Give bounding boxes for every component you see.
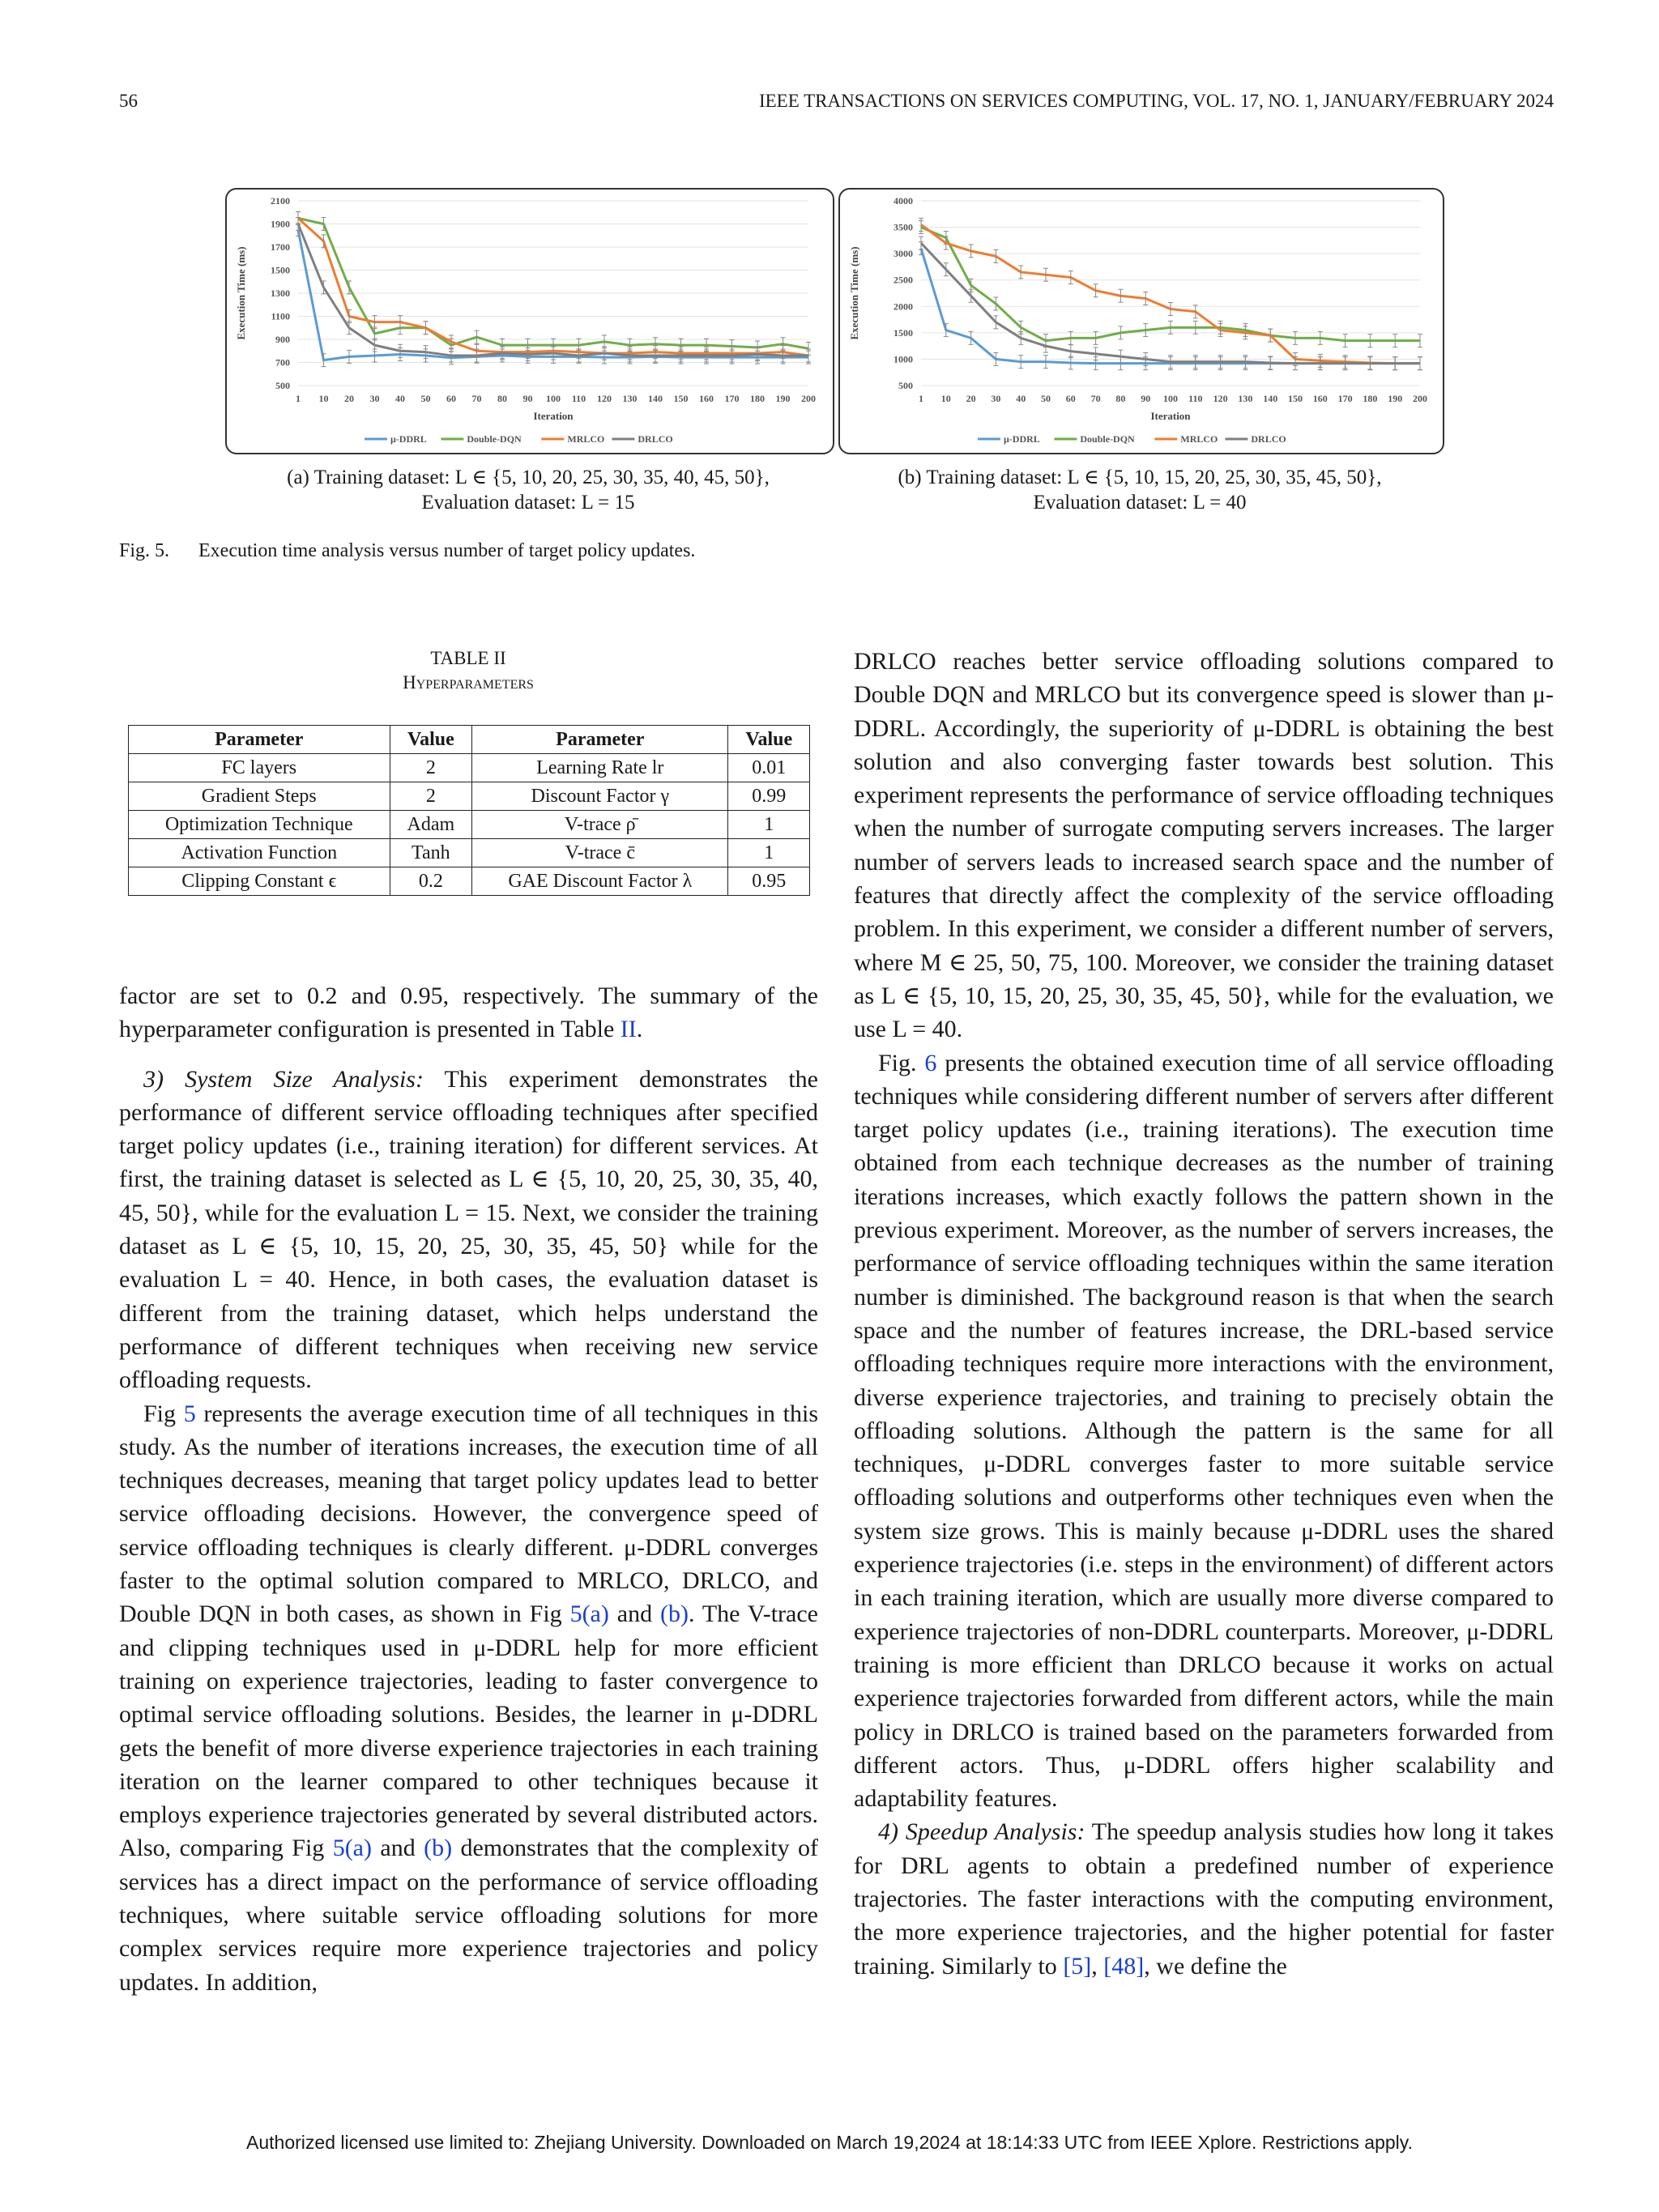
y-tick-label: 2500 [893,274,913,286]
legend-label: Double-DQN [1080,433,1135,445]
x-tick-label: 10 [940,393,951,404]
x-tick-label: 200 [1413,393,1427,404]
x-tick-label: 110 [571,393,586,404]
x-tick-label: 90 [522,393,533,404]
figure-ref-link[interactable]: 5(a) [332,1835,372,1862]
x-tick-label: 150 [673,393,689,404]
table-cell: V-trace c̄ [472,839,728,867]
table-cell: 0.01 [728,754,810,782]
figure-ref-link[interactable]: 6 [924,1049,937,1076]
x-tick-label: 1 [296,393,301,404]
table-cell: 0.2 [390,867,472,896]
subcaption-b-line2: Evaluation dataset: L = 40 [1033,492,1247,514]
x-tick-label: 200 [801,393,816,404]
journal-header: IEEE TRANSACTIONS ON SERVICES COMPUTING, VOL. 17, NO. 1, JANUARY/FEBRUARY 2024 [758,91,1554,111]
x-tick-label: 170 [724,393,740,404]
hyperparameter-table [128,725,810,896]
x-tick-label: 180 [750,393,765,404]
text-run: Fig [143,1400,184,1427]
paragraph [854,1046,1554,1816]
x-tick-label: 70 [471,393,482,404]
table-cell: Optimization Technique [129,811,390,839]
y-tick-label: 1500 [271,264,290,276]
y-tick-label: 500 [275,380,290,391]
figure-caption-text: Execution time analysis versus number of target policy updates. [198,540,696,561]
table-cell: 1 [728,811,810,839]
table-cell: Tanh [390,839,472,867]
table-cell: Discount Factor γ [472,782,728,811]
x-tick-label: 80 [1115,393,1126,404]
x-tick-label: 20 [966,393,976,404]
x-tick-label: 20 [344,393,354,404]
x-tick-label: 60 [446,393,456,404]
subcaption-a-line1: (a) Training dataset: L ∈ {5, 10, 20, 25, 30, 35, 40, 45, 50}, [287,467,770,488]
x-tick-label: 80 [497,393,507,404]
x-tick-label: 50 [420,393,431,404]
x-tick-label: 140 [648,393,663,404]
legend-label: DRLCO [1251,433,1286,445]
x-tick-label: 190 [1388,393,1403,404]
section-heading: 4) Speedup Analysis: [878,1818,1085,1846]
legend-label: μ-DDRL [1004,433,1040,445]
text-run: factor are set to 0.2 and 0.95, respectively. The summary of the hyperparameter configuration is presented in Table [119,982,818,1043]
subcaption-b-line1: (b) Training dataset: L ∈ {5, 10, 15, 20, 25, 30, 35, 45, 50}, [898,467,1382,488]
x-tick-label: 60 [1065,393,1076,404]
license-footer: Authorized licensed use limited to: Zhejiang University. Downloaded on March 19,2024 at 18:14:33 UTC from IEEE Xplore. Restrictions apply. [246,2132,1413,2153]
x-axis-label: Iteration [533,410,574,422]
y-tick-label: 1700 [271,241,290,253]
y-tick-label: 900 [275,334,290,345]
table-row [129,811,810,839]
y-tick-label: 700 [275,356,290,369]
table-header-cell: Value [390,726,472,754]
x-tick-label: 160 [1312,393,1328,404]
table-title [119,646,817,695]
table-cell: 2 [390,782,472,811]
y-tick-label: 1100 [271,310,290,322]
text-run: This experiment demonstrates the performance of different service offloading techniques after specified target policy updates (i.e., training iteration) for different services. At first, the training dataset is selected as L ∈ {5, 10, 20, 25, 30, 35, 40, 45, 50}, while for the evaluation L = 15. Next, we consider the training dataset as L ∈ {5, 10, 15, 20, 25, 30, 35, 45, 50} while for the evaluation L = 40. Hence, in both cases, the evaluation dataset is different from the training dataset, which helps understand the performance of different techniques when receiving new service offloading requests. [119,1065,818,1394]
figure-5b-chart [840,190,1443,453]
y-tick-label: 3500 [893,221,913,233]
table-cell: 1 [728,839,810,867]
x-tick-label: 170 [1337,393,1353,404]
y-tick-label: 3000 [893,248,913,260]
x-tick-label: 100 [1163,393,1178,404]
table-cell: FC layers [129,754,390,782]
text-run: . The V-trace and clipping techniques used in μ-DDRL help for more efficient training on experience trajectories, leading to faster convergence to optimal service offloading solutions. Besides, the learner in μ-DDRL gets the benefit of more diverse experience trajectories in each training iteration on the learner compared to other techniques because it employs experience trajectories generated by several distributed actors. Also, comparing Fig [119,1600,818,1862]
text-run: Fig. [878,1049,925,1076]
text-run: . [636,1016,643,1043]
table-ref-link[interactable]: II [620,1016,637,1043]
x-tick-label: 180 [1363,393,1378,404]
x-tick-label: 40 [1016,393,1026,404]
figure-5a-chart [227,190,833,453]
x-tick-label: 90 [1141,393,1151,404]
citation-link[interactable]: [5] [1063,1952,1092,1980]
x-tick-label: 160 [699,393,714,404]
table-header-cell: Value [728,726,810,754]
legend-label: DRLCO [638,433,673,445]
table-row [129,867,810,896]
table-header-cell: Parameter [129,726,390,754]
paragraph [119,979,818,1046]
table-cell: 0.99 [728,782,810,811]
table-row [129,754,810,782]
text-run: The speedup analysis studies how long it takes for DRL agents to obtain a predefined number of experience trajectories. The faster interactions with the computing environment, the more experience trajectories, and the higher potential for faster training. Similarly to [854,1818,1555,1980]
legend-label: Double-DQN [467,433,522,445]
figure-ref-link[interactable]: 5(a) [569,1600,609,1628]
x-tick-label: 190 [775,393,791,404]
text-run: represents the average execution time of all techniques in this study. As the number of iterations increases, the execution time of all techniques decreases, meaning that target policy updates lead to better service offloading decisions. However, the convergence speed of service offloading techniques is clearly different. μ-DDRL converges faster to the optimal solution compared to MRLCO, DRLCO, and Double DQN in both cases, as shown in Fig [119,1400,818,1628]
page-number: 56 [119,91,138,111]
figure-caption [119,540,695,562]
text-run: , we define the [1144,1952,1287,1980]
table-cell: GAE Discount Factor λ [472,867,728,896]
table-cell: Activation Function [129,839,390,867]
table-cell: 0.95 [728,867,810,896]
citation-link[interactable]: [48] [1103,1952,1145,1980]
figure-5b-panel [838,188,1444,454]
text-run: demonstrates that the complexity of services has a direct impact on the performance of service offloading techniques, where suitable service offloading solutions for more complex services require more experience trajectories and policy updates. In addition, [119,1835,818,1996]
x-tick-label: 40 [395,393,405,404]
y-tick-label: 2000 [893,300,913,313]
x-tick-label: 30 [991,393,1001,404]
x-tick-label: 130 [622,393,638,404]
paragraph [119,1063,818,1397]
paragraph [854,1815,1554,1982]
text-run: and [371,1835,424,1862]
table-cell: Clipping Constant ϵ [129,867,390,896]
x-axis-label: Iteration [1150,410,1191,422]
legend-label: MRLCO [1180,433,1218,445]
x-tick-label: 120 [1213,393,1228,404]
figure-5a-panel [225,188,834,454]
x-tick-label: 100 [546,393,561,404]
y-tick-label: 4000 [893,195,913,207]
table-cell: Gradient Steps [129,782,390,811]
y-tick-label: 1000 [893,353,913,365]
x-tick-label: 10 [318,393,329,404]
x-tick-label: 70 [1090,393,1101,404]
y-tick-label: 1300 [271,288,290,299]
text-run: presents the obtained execution time of all service offloading techniques while considering different number of servers after different target policy updates (i.e., training iterations). The execution time obtained from each technique decreases as the number of training iterations increases, which exactly follows the pattern shown in the previous experiment. Moreover, as the number of servers increases, the performance of service offloading techniques within the same iteration number is diminished. The background reason is that when the search space and the number of features increase, the DRL-based service offloading techniques require more interactions with the environment, diverse experience trajectories, and training to precisely obtain the offloading solutions. Although the pattern is the same for all techniques, μ-DDRL converges faster to more suitable service offloading solutions and outperforms other techniques even when the system size grows. This is mainly because μ-DDRL uses the shared experience trajectories (i.e. steps in the environment) of different actors in each training iteration, which are usually more diverse compared to experience trajectories of non-DDRL counterparts. Moreover, μ-DDRL training is more efficient than DRLCO because it works on actual experience trajectories forwarded from different actors, while the main policy in DRLCO is trained based on the parameters forwarded from different actors. Thus, μ-DDRL offers higher scalability and adaptability features. [854,1049,1554,1813]
legend-label: MRLCO [567,433,605,445]
table-cell: V-trace ρ̄ [472,811,728,839]
figure-ref-link[interactable]: 5 [183,1400,196,1427]
y-axis-label: Execution Time (ms) [848,246,860,340]
y-tick-label: 2100 [271,195,290,207]
text-run: and [608,1600,660,1628]
y-tick-label: 1500 [893,326,913,339]
y-axis-label: Execution Time (ms) [235,246,247,340]
x-tick-label: 1 [919,393,923,404]
y-tick-label: 1900 [271,218,290,230]
subcaption-a [225,465,831,515]
section-heading: 3) System Size Analysis: [143,1065,424,1093]
legend-label: μ-DDRL [390,433,427,445]
x-tick-label: 130 [1238,393,1253,404]
table-number: TABLE II [430,648,506,668]
x-tick-label: 150 [1288,393,1303,404]
table-cell: Adam [390,811,472,839]
subcaption-b [838,465,1441,515]
table-header-cell: Parameter [472,726,728,754]
paragraph: DRLCO reaches better service offloading solutions compared to Double DQN and MRLCO but its convergence speed is slower than μ-DDRL. Accordingly, the superiority of μ-DDRL is obtaining the best solution and also converging faster towards best solution. This experiment represents the performance of service offloading techniques when the number of surrogate computing servers increases. The larger number of servers leads to increased search space and the number of features that directly affect the complexity of the service offloading problem. In this experiment, we consider a different number of servers, where M ∈ 25, 50, 75, 100. Moreover, we consider the training dataset as L ∈ {5, 10, 15, 20, 25, 30, 35, 45, 50}, while for the evaluation, we use L = 40. [854,648,1554,1043]
y-tick-label: 500 [898,380,913,391]
table-row [129,839,810,867]
right-column [854,645,1554,1983]
text-run: , [1091,1952,1104,1980]
table-row [129,782,810,811]
figure-ref-link[interactable]: (b) [424,1835,453,1862]
paragraph [119,1397,818,1999]
figure-ref-link[interactable]: (b) [659,1600,689,1628]
figure-caption-label: Fig. 5. [119,540,170,561]
table-subtitle: Hyperparameters [403,672,534,693]
x-tick-label: 120 [597,393,612,404]
x-tick-label: 50 [1041,393,1051,404]
x-tick-label: 110 [1188,393,1203,404]
x-tick-label: 30 [369,393,380,404]
table-cell: Learning Rate lr [472,754,728,782]
x-tick-label: 140 [1263,393,1278,404]
table-cell: 2 [390,754,472,782]
left-column [119,979,818,1999]
table-header-row [129,726,810,754]
subcaption-a-line2: Evaluation dataset: L = 15 [421,492,635,514]
